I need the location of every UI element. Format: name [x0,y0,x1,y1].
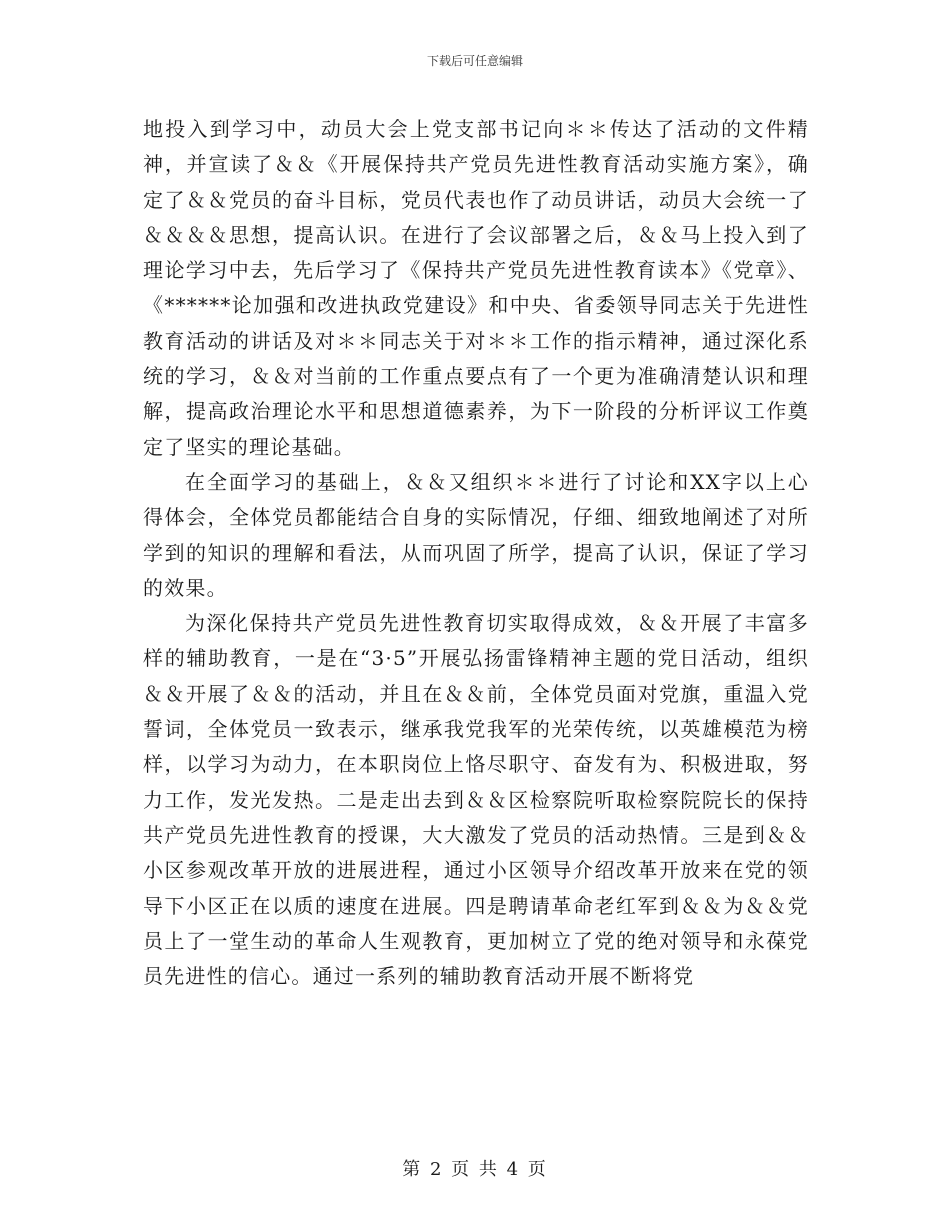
document-body [143,112,809,994]
page-header-note: 下载后可任意编辑 [426,54,523,68]
paragraph-1: 地投入到学习中，动员大会上党支部书记向＊＊传达了活动的文件精神，并宣读了＆＆《开展保持共产党员先进性教育活动实施方案》，确定了＆＆党员的奋斗目标，党员代表也作了动员讲话，动员大会统一了＆＆＆＆思想，提高认识。在进行了会议部署之后，＆＆马上投入到了理论学习中去，先后学习了《保持共产党员先进性教育读本》《党章》、《******论加强和改进执政党建设》和中央、省委领导同志关于先进性教育活动的讲话及对＊＊同志关于对＊＊工作的指示精神，通过深化系统的学习，＆＆对当前的工作重点要点有了一个更为准确清楚认识和理解，提高政治理论水平和思想道德素养，为下一阶段的分析评议工作奠定了坚实的理论基础。 [143,117,809,459]
paragraph-2: 在全面学习的基础上，＆＆又组织＊＊进行了讨论和XX字以上心得体会，全体党员都能结合自身的实际情况，仔细、细致地阐述了对所学到的知识的理解和看法，从而巩固了所学，提高了认识，保证了学习的效果。 [143,469,809,600]
paragraph-3: 为深化保持共产党员先进性教育切实取得成效，＆＆开展了丰富多样的辅助教育，一是在“3·5”开展弘扬雷锋精神主题的党日活动，组织＆＆开展了＆＆的活动，并且在＆＆前，全体党员面对党旗，重温入党誓词，全体党员一致表示，继承我党我军的光荣传统，以英雄模范为榜样，以学习为动力，在本职岗位上恪尽职守、奋发有为、积极进取，努力工作，发光发热。二是走出去到＆＆区检察院听取检察院院长的保持共产党员先进性教育的授课，大大激发了党员的活动热情。三是到＆＆小区参观改革开放的进展进程，通过小区领导介绍改革开放来在党的领导下小区正在以质的速度在进展。四是聘请革命老红军到＆＆为＆＆党员上了一堂生动的革命人生观教育，更加树立了党的绝对领导和永葆党员先进性的信心。通过一系列的辅助教育活动开展不断将党 [143,611,809,989]
page-number: 第 2 页 共 4 页 [402,1159,548,1180]
